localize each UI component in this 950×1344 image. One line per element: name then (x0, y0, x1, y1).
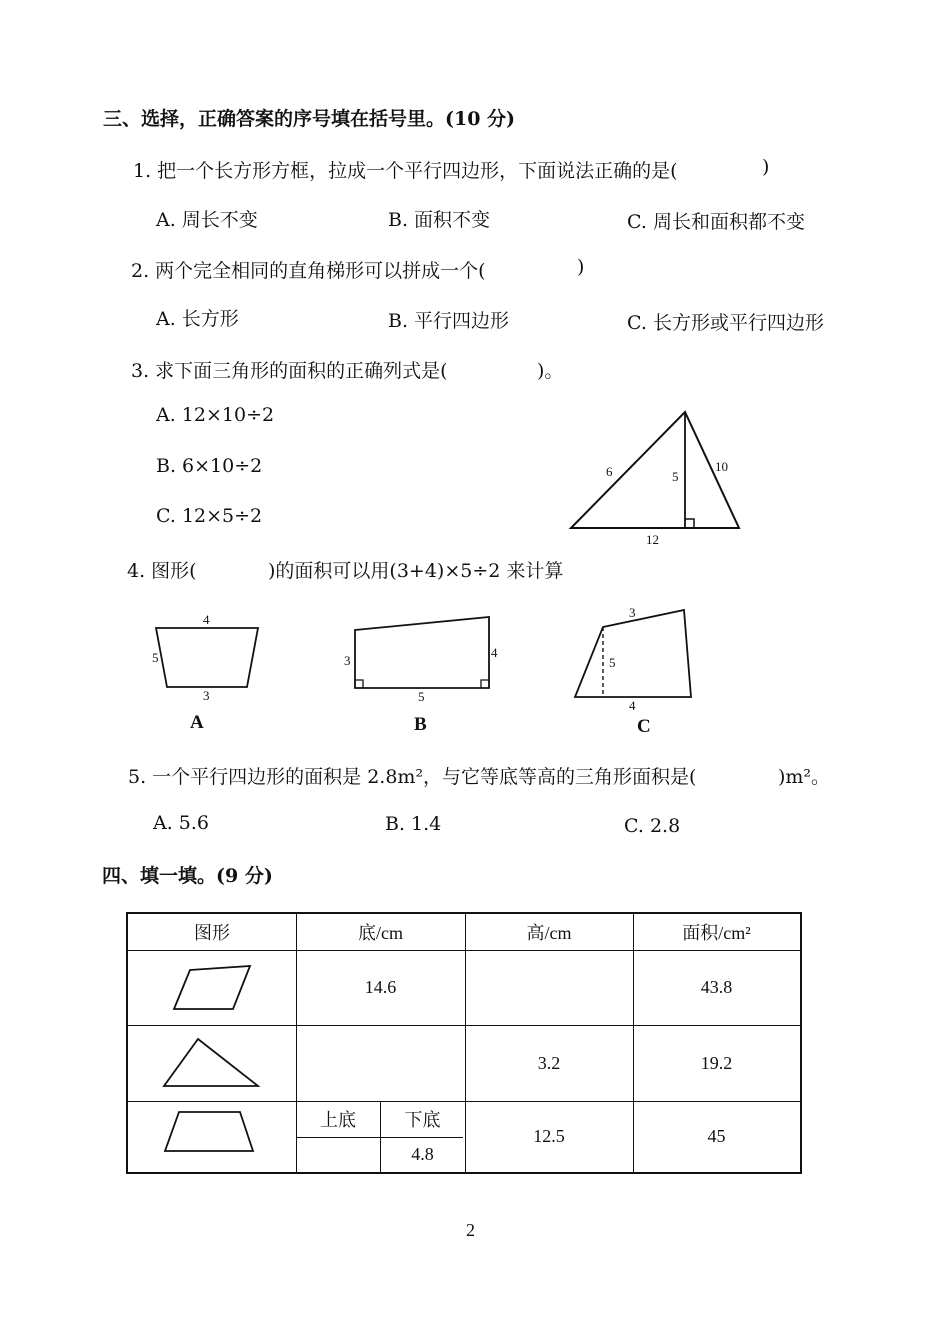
table-header-area: 面积/cm² (682, 923, 751, 943)
question-5-text: 5. 一个平行四边形的面积是 2.8m²，与它等底等高的三角形面积是( (128, 766, 697, 788)
row3-upper-base-value (296, 1137, 380, 1172)
question-3-text: 3. 求下面三角形的面积的正确列式是( (131, 360, 448, 382)
figure-a-name: A (190, 712, 204, 733)
question-1-option-b: B. 面积不变 (388, 209, 491, 231)
question-1-option-c: C. 周长和面积都不变 (627, 211, 805, 233)
question-5-option-a: A. 5.6 (153, 812, 210, 834)
figure-b-bottom-label: 5 (418, 689, 425, 704)
page-number: 2 (466, 1220, 475, 1240)
figure-b-right-angle-left (355, 680, 363, 688)
figure-a-top-label: 4 (203, 612, 210, 627)
question-2-option-c: C. 长方形或平行四边形 (627, 312, 824, 334)
figure-c-top-label: 3 (629, 605, 636, 620)
parallelogram-icon (128, 950, 296, 1025)
question-3-answer-close: )。 (537, 360, 564, 382)
question-1-answer-close: ) (762, 156, 770, 178)
question-4-text: 4. 图形( (127, 560, 197, 582)
question-1-option-a: A. 周长不变 (156, 209, 258, 231)
trapezoid-icon (128, 1101, 296, 1172)
row3-lower-base-value: 4.8 (411, 1144, 434, 1164)
question-2-option-a: A. 长方形 (156, 308, 239, 330)
triangle-side-left-label: 6 (606, 464, 613, 479)
triangle-base-label: 12 (646, 532, 659, 547)
question-5-option-c: C. 2.8 (624, 815, 681, 837)
figure-b-right-label: 4 (491, 645, 498, 660)
figure-c-bottom-label: 4 (629, 698, 636, 713)
question-5-text-tail: )m²。 (778, 766, 831, 788)
figure-b-right-angle-right (481, 680, 489, 688)
shapes-table (126, 912, 802, 1174)
triangle-side-right-label: 10 (715, 459, 728, 474)
figure-a-trapezoid (156, 628, 258, 687)
figure-b-left-label: 3 (344, 653, 351, 668)
figure-b-name: B (414, 714, 427, 735)
question-2-answer-close: ) (577, 256, 585, 278)
question-2-text: 2. 两个完全相同的直角梯形可以拼成一个( (131, 260, 486, 282)
table-header-height: 高/cm (526, 923, 572, 943)
question-3-option-b: B. 6×10÷2 (156, 455, 263, 477)
table-header-shape: 图形 (194, 923, 230, 943)
row1-area: 43.8 (700, 977, 733, 997)
question-5-option-b: B. 1.4 (385, 813, 442, 835)
figure-c-height-label: 5 (609, 655, 616, 670)
question-4-text-tail: )的面积可以用(3+4)×5÷2 来计算 (268, 560, 564, 582)
row2-height: 3.2 (537, 1052, 561, 1073)
row1-height (465, 950, 633, 1025)
table-header-base: 底/cm (358, 923, 403, 943)
triangle-icon (128, 1025, 296, 1101)
figure-c-trapezoid (575, 610, 691, 697)
row3-lower-base-label: 下底 (404, 1110, 441, 1130)
row1-base: 14.6 (364, 977, 397, 997)
section3-heading: 三、选择，正确答案的序号填在括号里。(10 分) (103, 108, 516, 130)
row2-base (296, 1025, 465, 1101)
row3-upper-base-label: 上底 (320, 1110, 356, 1130)
question-1-text: 1. 把一个长方形方框，拉成一个平行四边形，下面说法正确的是( (133, 160, 678, 182)
row3-height: 12.5 (533, 1126, 565, 1146)
triangle-height-label: 5 (672, 469, 679, 484)
row3-area: 45 (707, 1126, 726, 1146)
row2-area: 19.2 (700, 1052, 733, 1073)
question-2-option-b: B. 平行四边形 (388, 310, 510, 332)
section4-heading: 四、填一填。(9 分) (102, 865, 273, 887)
figure-b-right-trapezoid (355, 617, 489, 688)
figure-a-left-label: 5 (152, 650, 159, 665)
question-3-option-c: C. 12×5÷2 (156, 505, 263, 527)
figure-a-bottom-label: 3 (203, 688, 210, 703)
question-3-option-a: A. 12×10÷2 (156, 404, 275, 426)
figure-c-name: C (637, 716, 651, 737)
